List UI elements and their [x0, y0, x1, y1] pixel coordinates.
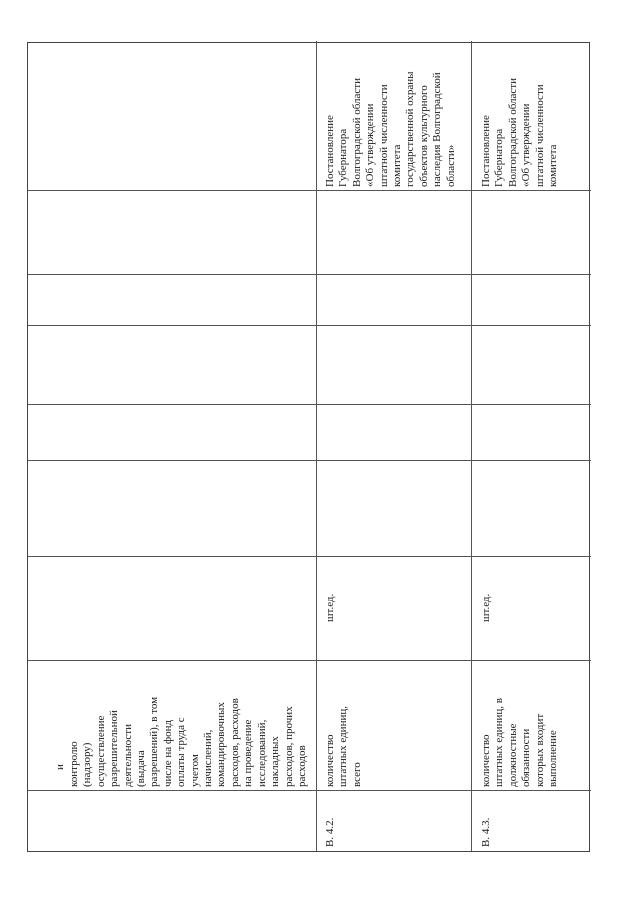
row2-name: количество штатных единиц, всего: [324, 706, 363, 787]
rotated-table: [27, 42, 590, 852]
column-divider-5: [28, 404, 591, 405]
row3-unit: шт.ед.: [480, 593, 492, 622]
row1-name: контролю (надзору) осуществление разрешительной деятельности (выдача разрешений), в том числе на фонд оплаты труда с учетом начислений, командировочных расходов, расходов на проведение исследований, накладных расходов, прочих расходов: [68, 696, 308, 787]
column-divider-7: [28, 274, 591, 275]
column-divider-6: [28, 325, 591, 326]
row-divider-1: [316, 41, 317, 851]
column-divider-3: [28, 556, 591, 557]
row2-number: В. 4.2.: [324, 817, 336, 847]
row1-name-and: и: [54, 764, 66, 770]
column-divider-2: [28, 660, 591, 661]
row-divider-2: [471, 41, 472, 851]
column-divider-1: [28, 790, 591, 791]
row2-unit: шт.ед.: [324, 593, 336, 622]
column-divider-8: [28, 190, 591, 191]
row3-name: количество штатных единиц, в должностные обязанности которых входит выполнение: [480, 698, 560, 787]
row3-number: В. 4.3.: [480, 817, 492, 847]
row3-basis: Постановление Губернатора Волгоградской области «Об утверждении штатной численности комитета: [480, 78, 560, 187]
row2-basis: Постановление Губернатора Волгоградской области «Об утверждении штатной численности комитета государственной охраны объектов культурного наследия Волгоградской области»: [324, 71, 457, 187]
column-divider-4: [28, 460, 591, 461]
